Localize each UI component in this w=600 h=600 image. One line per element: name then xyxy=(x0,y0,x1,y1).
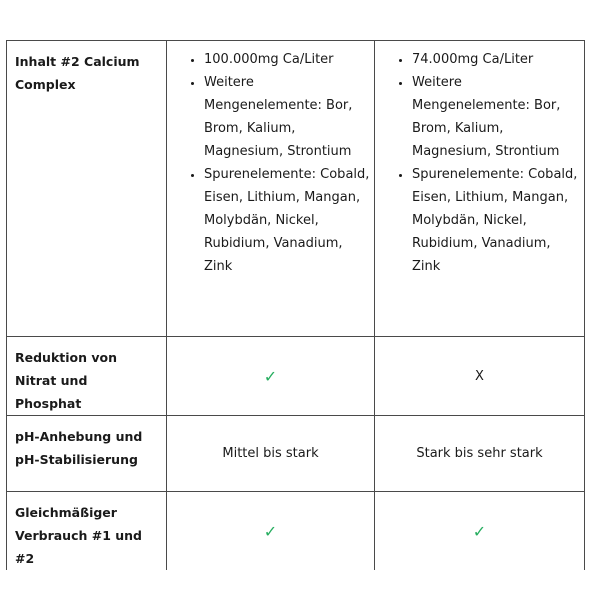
table-row xyxy=(7,492,585,571)
list-item: • 74.000mg Ca/Liter xyxy=(412,48,580,71)
table-row xyxy=(7,337,585,416)
comparison-table xyxy=(6,40,585,570)
list-item: • Spurenelemente: Cobald, Eisen, Lithium, Mangan, Molybdän, Nickel, Rubidium, Vanadium, Zink xyxy=(412,163,580,278)
table-row xyxy=(7,41,585,337)
list-item: • 100.000mg Ca/Liter xyxy=(204,48,370,71)
cross-icon: X xyxy=(475,368,484,384)
row-label-calcium-complex: Inhalt #2 Calcium Complex xyxy=(7,41,167,337)
checkmark-icon: ✓ xyxy=(263,366,278,386)
table-row xyxy=(7,416,585,492)
cell-product-a-consumption xyxy=(167,492,375,571)
list-item: • Weitere Mengenelemente: Bor, Brom, Kalium, Magnesium, Strontium xyxy=(412,71,580,163)
contents-list-b xyxy=(375,48,580,278)
row-label-consumption: Gleichmäßiger Verbrauch #1 und #2 xyxy=(7,492,167,571)
cell-product-a-ph: Mittel bis stark xyxy=(167,416,375,492)
list-item: • Weitere Mengenelemente: Bor, Brom, Kalium, Magnesium, Strontium xyxy=(204,71,370,163)
contents-list-a xyxy=(167,48,370,278)
checkmark-icon: ✓ xyxy=(472,521,487,541)
cell-product-b-consumption xyxy=(375,492,585,571)
cell-product-b-ph: Stark bis sehr stark xyxy=(375,416,585,492)
row-label-ph: pH-Anhebung und pH-Stabilisierung xyxy=(7,416,167,492)
checkmark-icon: ✓ xyxy=(263,521,278,541)
cell-product-a-nitrate xyxy=(167,337,375,416)
row-label-nitrate-phosphate: Reduktion von Nitrat und Phosphat xyxy=(7,337,167,416)
cell-product-b-nitrate xyxy=(375,337,585,416)
cell-product-b-contents xyxy=(375,41,585,337)
cell-product-a-contents xyxy=(167,41,375,337)
list-item: • Spurenelemente: Cobald, Eisen, Lithium, Mangan, Molybdän, Nickel, Rubidium, Vanadium, Zink xyxy=(204,163,370,278)
